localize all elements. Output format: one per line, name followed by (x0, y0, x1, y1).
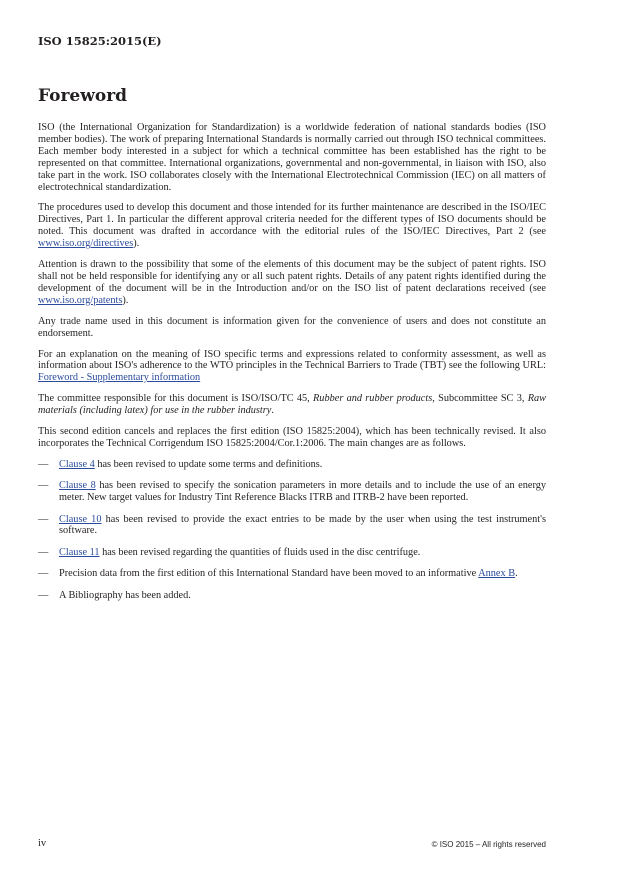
list-item (38, 459, 546, 471)
list-item-text: Precision data from the first edition of this International Standard have been moved to an informative (59, 568, 479, 580)
dash-bullet: — (38, 589, 49, 601)
list-item (38, 590, 546, 602)
list-item (38, 514, 546, 538)
committee-text-c: , Subcommittee SC 3, (432, 393, 528, 405)
paragraph-committee (38, 393, 546, 417)
clause-11-link[interactable]: Clause 11 (59, 546, 100, 558)
list-item-end: . (515, 568, 518, 580)
supplementary-info-link[interactable]: Foreword - Supplementary information (38, 372, 201, 384)
list-item-text: has been revised to update some terms and definitions. (94, 458, 323, 470)
paragraph-patents (38, 259, 546, 307)
committee-text-a: The committee responsible for this document is ISO/ISO/TC 45, (38, 393, 314, 405)
dash-bullet: — (38, 458, 49, 470)
clause-8-link[interactable]: Clause 8 (59, 480, 96, 492)
document-id-header: ISO 15825:2015(E) (38, 34, 162, 48)
dash-bullet: — (38, 513, 49, 525)
clause-4-link[interactable]: Clause 4 (59, 458, 95, 470)
directives-link[interactable]: www.iso.org/directives (38, 238, 134, 250)
annex-b-link[interactable]: Annex B (478, 568, 516, 580)
list-item-text: A Bibliography has been added. (59, 589, 191, 601)
dash-bullet: — (38, 568, 49, 580)
list-item-text: has been revised to specify the sonication parameters in more details and to include the use of an energy meter. New target values for Industry Tint Reference Blacks ITRB and ITRB-2 have been reported. (59, 480, 546, 504)
paragraph-procedures-end: ). (133, 238, 140, 250)
foreword-body (38, 122, 546, 611)
patents-link[interactable]: www.iso.org/patents (38, 294, 123, 306)
dash-bullet: — (38, 480, 49, 492)
changes-list (38, 459, 546, 602)
page-number: iv (38, 838, 47, 849)
list-item (38, 568, 546, 580)
paragraph-conformity (38, 349, 546, 385)
list-item-text: has been revised to provide the exact entries to be made by the user when using the test instrument's software. (59, 513, 546, 537)
paragraph-edition: This second edition cancels and replaces the first edition (ISO 15825:2004), which has been technically revised. It also incorporates the Technical Corrigendum ISO 15825:2004/Cor.1:2006. The main changes are as follows. (38, 426, 546, 449)
committee-text-e: . (271, 405, 274, 417)
list-item (38, 547, 546, 559)
clause-10-link[interactable]: Clause 10 (59, 513, 102, 525)
paragraph-procedures-text: The procedures used to develop this document and those intended for its further maintenance are described in the ISO/IEC Directives, Part 1. In particular the different approval criteria needed for the different types of ISO documents should be noted. This document was drafted in accordance with the editorial rules of the ISO/IEC Directives, Part 2 (see (38, 202, 546, 238)
paragraph-conformity-text: For an explanation on the meaning of ISO specific terms and expressions related to conformity assessment, as well as information about ISO's adherence to the WTO principles in the Technical Barriers to Trade (TBT) see the following URL: (38, 348, 546, 372)
paragraph-procedures (38, 202, 546, 250)
paragraph-iso-intro: ISO (the International Organization for Standardization) is a worldwide federation of national standards bodies (ISO member bodies). The work of preparing International Standards is normally carried out through ISO technical committees. Each member body interested in a subject for which a technical committee has been established has the right to be represented on that committee. International organizations, governmental and non-governmental, in liaison with ISO, also take part in the work. ISO collaborates closely with the International Electrotechnical Commission (IEC) on all matters of electrotechnical standardization. (38, 122, 546, 193)
list-item-text: has been revised regarding the quantities of fluids used in the disc centrifuge. (99, 546, 421, 558)
paragraph-patents-end: ). (122, 294, 129, 306)
copyright-notice: © ISO 2015 – All rights reserved (431, 840, 546, 849)
page-title: Foreword (38, 86, 128, 106)
dash-bullet: — (38, 546, 49, 558)
subcommittee-name: Raw materials (including latex) for use in the rubber industry (38, 393, 546, 417)
paragraph-trade-name: Any trade name used in this document is information given for the convenience of users and does not constitute an endorsement. (38, 315, 546, 339)
paragraph-patents-text: Attention is drawn to the possibility that some of the elements of this document may be the subject of patent rights. ISO shall not be held responsible for identifying any or all such patent rights. Details of any patent rights identified during the development of the document will be in the Introduction and/or on the ISO list of patent declarations received (see (38, 259, 546, 294)
committee-name: Rubber and rubber products (313, 393, 433, 405)
list-item (38, 480, 546, 504)
